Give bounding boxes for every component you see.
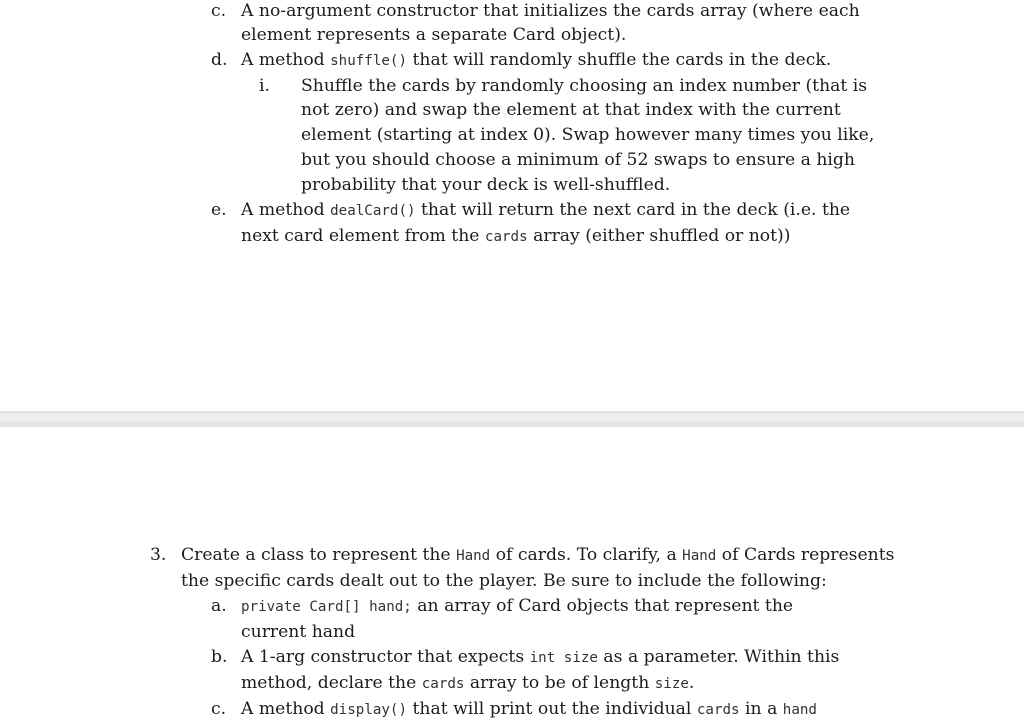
size-code: size: [654, 676, 689, 692]
item-d-text-before: A method: [241, 50, 331, 70]
item-i-line-1: Shuffle the cards by randomly choosing an index number (that is: [301, 76, 868, 96]
display-method-code: display(): [330, 702, 408, 718]
item-b-line2-before: method, declare the: [241, 673, 422, 693]
dealcard-method-code: dealCard(): [330, 203, 416, 219]
int-size-code: int size: [529, 650, 598, 666]
item-3-line1-before: Create a class to represent the: [181, 545, 457, 565]
item-c2-text-mid: that will print out the individual: [407, 699, 697, 719]
item-e-line2-before: next card element from the: [241, 226, 485, 246]
list-marker-e: e.: [211, 200, 227, 220]
item-3-line1-mid: of cards. To clarify, a: [490, 545, 683, 565]
list-marker-d: d.: [211, 50, 228, 70]
item-b-line2-mid: array to be of length: [464, 673, 655, 693]
item-b-text-before: A 1-arg constructor that expects: [241, 647, 530, 667]
item-c2-text-before: A method: [241, 699, 331, 719]
item-e-line-1: [241, 198, 850, 224]
cards-code: cards: [484, 229, 528, 245]
item-a-line-2: current hand: [241, 622, 356, 642]
hand-class-code-1: Hand: [456, 548, 491, 564]
shuffle-method-code: shuffle(): [330, 53, 408, 69]
item-b-line2-after: .: [688, 673, 695, 693]
item-c-line-2: element represents a separate Card object).: [241, 25, 627, 45]
item-i-line-5: probability that your deck is well-shuffled.: [301, 175, 671, 195]
list-marker-b: b.: [211, 647, 228, 667]
item-3-line-1: [181, 543, 894, 569]
item-b-line-2: [241, 671, 694, 697]
hand-code: hand: [782, 702, 817, 718]
item-c-line-1: A no-argument constructor that initializes the cards array (where each: [241, 1, 860, 21]
item-i-line-3: element (starting at index 0). Swap however many times you like,: [301, 125, 875, 145]
item-d-line-1: [241, 48, 831, 74]
hand-field-code: private Card[] hand;: [241, 599, 412, 615]
item-c2-text-mid2: in a: [739, 699, 783, 719]
list-marker-c: c.: [211, 1, 227, 21]
item-c2-line-1: [241, 697, 817, 722]
item-e-text-before: A method: [241, 200, 331, 220]
cards-code-2: cards: [696, 702, 740, 718]
item-b-line-1: [241, 645, 839, 671]
item-b-text-after: as a parameter. Within this: [597, 647, 840, 667]
page-edge: [0, 424, 1024, 427]
item-3-line1-after: of Cards represents: [716, 545, 895, 565]
item-a-line-1: [241, 594, 793, 620]
list-marker-i: i.: [259, 76, 270, 96]
item-e-text-after: that will return the next card in the deck (i.e. the: [415, 200, 851, 220]
item-e-line-2: [241, 224, 790, 250]
list-marker-c-2: c.: [211, 699, 227, 719]
document-page-2: [0, 424, 1024, 722]
list-marker-3: 3.: [150, 545, 167, 565]
item-3-line-2: the specific cards dealt out to the player. Be sure to include the following:: [181, 571, 827, 591]
cards-array-code: cards: [421, 676, 465, 692]
item-i-line-4: but you should choose a minimum of 52 swaps to ensure a high: [301, 150, 855, 170]
item-d-text-after: that will randomly shuffle the cards in the deck.: [407, 50, 832, 70]
hand-class-code-2: Hand: [682, 548, 717, 564]
item-a-text-after: an array of Card objects that represent the: [411, 596, 794, 616]
item-e-line2-after: array (either shuffled or not)): [527, 226, 791, 246]
item-i-line-2: not zero) and swap the element at that index with the current: [301, 100, 841, 120]
list-marker-a: a.: [211, 596, 227, 616]
